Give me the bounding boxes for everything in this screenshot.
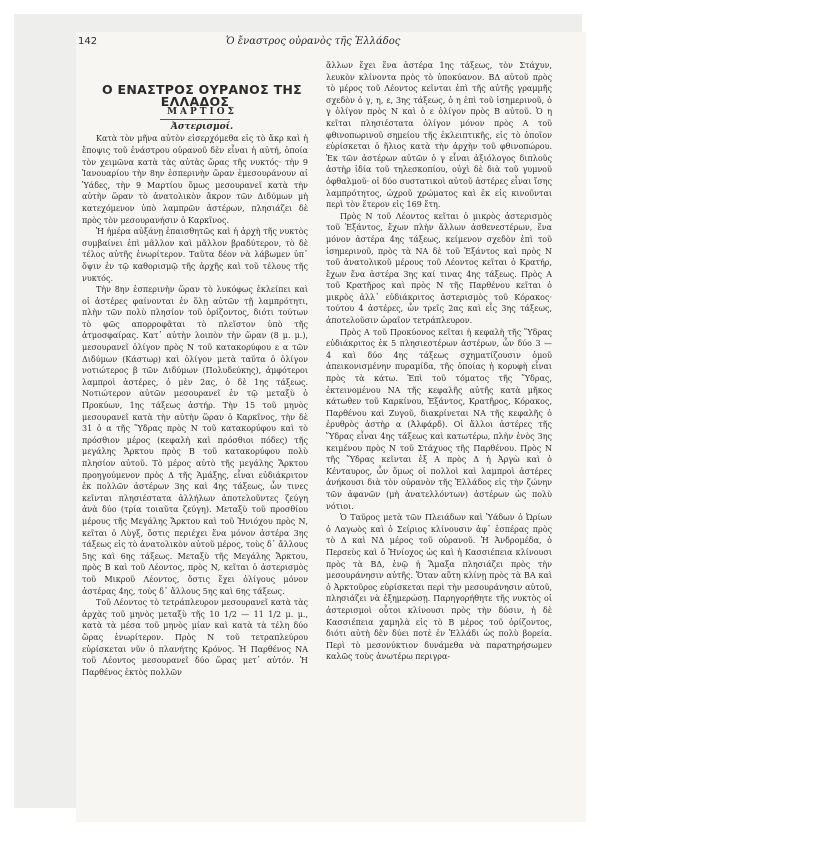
paragraph: Πρὸς Α τοῦ Προκύονος κεῖται ἡ κεφαλὴ τῆς Ὕδρας εὐδιάκριτος ἐκ 5 πλησιεστέρων ἀστέρων, ὧν δύο 3 — 4 καὶ δύο 4ης τάξεως σχηματίζουσιν ὁμοῦ ἀπεικονισμένην πυραμίδα, τῆς ὁποίας ἡ κορυφὴ εἶναι πρὸς τὰ κάτω. Ἐπὶ τοῦ τόματος τῆς Ὕδρας, ἐκτεινομένου ΝΑ τῆς κεφαλῆς αὐτῆς κατὰ μῆκος κάτωθεν τοῦ Καρκίνου, Ἑξάντος, Κρατῆρος, Κόρακος, Παρθένου καὶ Ζυγοῦ, διακρίνεται ΝΑ τῆς κεφαλῆς ὁ ἐρυθρὸς ἀστὴρ α (Ἀλφάρδ). Οἱ ἄλλοι ἀστέρες τῆς Ὕδρας εἶναι 4ης τάξεως καὶ κατωτέρω, πλὴν ἑνὸς 3ης κειμένου πρὸς Ν τοῦ Στάχυος τῆς Παρθένου. Πρὸς Ν τῆς Ὕδρας κεῖνται ἐξ Α πρὸς Δ ἡ Ἀργὼ καὶ ὁ Κένταυρος, ὧν ὅμως οἱ πολλοὶ καὶ λαμπροὶ ἀστέρες ἀνήκουσι διὰ τὸν οὐρανὸν τῆς Ἑλλάδος εἰς τὴν ζώνην τῶν ἀφανῶν (μὴ ἀνατελλόντων) ἀστέρων ὡς πολὺ νότιοι. — [326, 327, 552, 511]
paragraph: Ἡ ἡμέρα αὐξάνῃ ἐπαισθητῶς καὶ ἡ ἀρχὴ τῆς νυκτὸς συμβαίνει ἐπὶ μᾶλλον καὶ μᾶλλον βραδύτερον, τὸ δὲ τέλος αὐτῆς ἐνωρίτερον. Ταῦτα δέον νὰ λάβωμεν ὑπ᾽ ὄψιν ἐν τῷ καθορισμῷ τῆς ἀρχῆς καὶ τοῦ τέλους τῆς νυκτός. — [82, 227, 308, 283]
right-column — [326, 60, 552, 663]
book-page — [76, 32, 586, 822]
scanned-sheet — [14, 14, 582, 808]
section-heading: Ἀστερισμοί. — [170, 121, 234, 132]
paragraph: Τὴν 8ην ἑσπερινὴν ὥραν τὸ λυκόφως ἐκλείπει καὶ οἱ ἀστέρες φαίνονται ἐν ὅλῃ αὐτῶν τῇ λαμπρότητι, πλὴν τῶν πολὺ πλησίον τοῦ ὁρίζοντος, διότι τούτων τὸ φῶς απορροφᾶται τὸ πλεῖστον ὑπὸ τῆς ἀτμοσφαίρας. Κατ᾽ αὐτὴν λοιπὸν τὴν ὥραν (8 μ. μ.), μεσουρανεῖ ὀλίγον πρὸς Ν τοῦ κατακορύφου ε α τῶν Διδύμων (Κάστωρ) καὶ ὀλίγον μετὰ ταῦτα ὁ ὀλίγον νοτιώτερος β τῶν Διδύμων (Πολυδεύκης), ἀμφότεροι λαμπροὶ ἀστέρες, ὁ μὲν 2ας, ὁ δὲ 1ης τάξεως. Νοτιώτερον αὐτῶν μεσουρανεῖ ἐν τῷ μεταξὺ ὁ Προκύων, 1ης τάξεως ἀστήρ. Τὴν 15 τοῦ μηνὸς μεσουρανεῖ κατὰ τὴν αὐτὴν ὥραν ὁ Καρκῖνος, τὴν δὲ 31 ὁ α τῆς Ὕδρας πρὸς Ν τοῦ κατακορύφου καὶ τὸ πρόσθιον μέρος (κεφαλὴ καὶ πρόσθιοι πόδες) τῆς μεγάλης Ἄρκτου πρὸς Β τοῦ κατακορύφου πολὺ πλησίον αὐτοῦ. Τὸ μέρος αὐτὸ τῆς μεγάλης Ἄρκτου προηγούμενον πρὸς Δ τῆς Ἁμάξης, εἶναι εὐδιάκριτον ἐκ πολλῶν ἀστέρων 3ης καὶ 4ης τάξεως, ὧν τινες κεῖνται πλησιέστατα ἀλλήλων ἀποτελοῦντες ζεύγη ἀνὰ δύο (τρία τοιαῦτα ζεύγη). Μεταξὺ τοῦ προσθίου μέρους τῆς Μεγάλης Ἄρκτου καὶ τοῦ Ἡνιόχου πρὸς Ν, κεῖται ὁ Λὺγξ, ὅστις περιέχει ἕνα μόνον ἀστέρα 3ης τάξεως εἰς τὸ ἀνατολικὸν αὐτοῦ μέρος, τοὺς δ᾽ ἄλλους 5ης καὶ 6ης τάξεως. Μεταξὺ τῆς Μεγάλης Ἄρκτου, πρὸς Β καὶ τοῦ Λέοντος, πρὸς Ν, κεῖται ὁ ἀστερισμὸς τοῦ Μικροῦ Λέοντος, ὅστις ἔχει ὀλίγους μόνον ἀστέρας 4ης, τοὺς δ᾽ ἄλλους 5ης καὶ 6ης τάξεως. — [82, 285, 308, 596]
article-title: Ο ΕΝΑΣΤΡΟΣ ΟΥΡΑΝΟΣ ΤΗΣ ΕΛΛΑΔΟΣ — [101, 82, 302, 109]
page-number: 142 — [78, 36, 98, 47]
paragraph: Πρὸς Ν τοῦ Λέοντος κεῖται ὁ μικρὸς ἀστερισμὸς τοῦ Ἑξάντος, ἔχων πλὴν ἄλλων ἀσθενεστέρων, ἕνα μόνον ἀστέρα 4ης τάξεως, κείμενον σχεδὸν ἐπὶ τοῦ ἰσημερινοῦ, πρὸς τὰ ΝΑ δὲ τοῦ Ἑξάντος καὶ πρὸς Ν τοῦ ἀνατολικοῦ μέρους τοῦ Λέοντος κεῖται ὁ Κρατήρ, ἔχων ἕνα ἀστέρα 3ης καί τινας 4ης τάξεως. Πρὸς Α τοῦ Κρατῆρος καὶ πρὸς Ν τῆς Παρθένου κεῖται ὁ μικρὸς ἀλλ᾽ εὐδιάκριτος ἀστερισμὸς τοῦ Κόρακος· τούτου 4 ἀστέρες, ὧν τρεῖς 2ας καὶ εἷς 3ης τάξεως, ἀποτελοῦσιν ὡραῖον τετράπλευρον. — [326, 211, 552, 326]
paragraph: Κατὰ τὸν μῆνα αὐτὸν εἰσερχόμεθα εἰς τὸ ἄκρ καὶ ἡ ἔποψις τοῦ ἐνάστρου οὐρανοῦ δὲν εἶναι ἡ αὐτή, ὁποία τὸν χειμῶνα κατὰ τὰς αὐτὰς ὥρας τῆς νυκτός· τὴν 9 Ἰανουαρίου τὴν 8ην ἑσπερινὴν ὥραν ἐμεσουράνουν αἱ Ὑάδες, τὴν 9 Μαρτίου ὅμως μεσουρανεῖ κατὰ τὴν αὐτὴν ὥραν τὸ ἀνατολικὸν ἄκρον τῶν Διδύμων μὴ κατεχόμενον ὑπὸ λαμπρῶν ἀστέρων, πλησιάζει δὲ πρὸς τὸν μεσουρανήσιν ὁ Καρκῖνος. — [82, 134, 308, 225]
paragraph: Τοῦ Λέοντος τὸ τετράπλευρον μεσουρανεῖ κατὰ τὰς ἀρχὰς τοῦ μηνὸς μεταξὺ τῆς 10 1/2 — 11 1/2 μ. μ., κατὰ τὰ μέσα τοῦ μηνὸς μίαν καὶ κατὰ τὰ τέλη δύο ὥρας ἐνωρίτερον. Πρὸς Ν τοῦ τετραπλεύρου εὑρίσκεται νῦν ὁ πλανήτης Κρόνος. Ἡ Παρθένος ΝΑ τοῦ Λέοντος μεσουρανεῖ δύο ὥρας μετ᾽ αὐτόν. Ἡ Παρθένος ἐκτὸς πολλῶν — [82, 598, 308, 677]
paragraph: Ὁ Ταῦρος μετὰ τῶν Πλειάδων καὶ Ὑάδων ὁ Ὠρίων ὁ Λαγωὸς καὶ ὁ Σείριος κλίνουσιν ἀφ᾽ ἑσπέρας πρὸς τὸ Δ καὶ ΝΔ μέρος τοῦ οὐρανοῦ. Ἡ Ἀνδρομέδα, ὁ Περσεὺς καὶ ὁ Ἡνίοχος ὡς καὶ ἡ Κασσιέπεια κλίνουσι πρὸς τὰ ΒΔ, ἐνῷ ἡ Ἅμαξα πλησιάζει πρὸς τὴν μεσουράνησιν αὐτῆς. Ὅταν αὕτη κλίνῃ πρὸς τὰ ΒΑ καὶ ὁ Ἀρκτοῦρος εὑρίσκεται περὶ τὴν μεσουράνησιν αὐτοῦ, πλησιάζει νὰ ἐξημερώσῃ. Παρηγορήθητε τῆς νυκτὸς οἱ ἀστερισμοὶ οὗτοι κλίνουσι πρὸς τὴν δύσιν, ἡ δὲ Κασσιέπεια χαμηλὰ εἰς τὸ Β μέρος τοῦ ὁρίζοντος, διότι αὐτὴ δὲν δύει ποτὲ ἐν Ἑλλάδι ὡς πολὺ βορεία. Περὶ τὸ μεσονύκτιον δυνάμεθα νὰ παρατηρήσωμεν καλῶς τοὺς ἀνωτέρω περιγρα- — [326, 513, 552, 662]
heading-rule — [160, 119, 230, 120]
running-head — [76, 34, 586, 50]
month-heading: ΜΑΡΤΙΟΣ — [167, 107, 237, 118]
running-title: Ὁ ἔναστρος οὐρανὸς τῆς Ἑλλάδος — [226, 36, 401, 47]
paragraph: ἄλλων ἔχει ἕνα ἀστέρα 1ης τάξεως, τὸν Στάχυν, λευκὸν κλίνοντα πρὸς τὸ ὑποκύανον. ΒΔ αὐτοῦ πρὸς τὸ μέρος τοῦ Λέοντος κεῖνται ἐπὶ τῆς αὐτῆς γραμμῆς σχεδὸν ὁ γ, η, ε, 3ης τάξεως, ὁ η ἐπὶ τοῦ ἰσημερινοῦ, ὁ γ ὀλίγον πρὸς Ν καὶ ὁ ε ὀλίγον πρὸς Β αὐτοῦ. Ὁ η κεῖται πλησιέστατα ὀλίγον μόνον πρὸς Α τοῦ φθινοπωρινοῦ σημείου τῆς ἐκλειπτικῆς, εἰς τὸ ὁποῖον εὑρίσκεται ὁ ἥλιος κατὰ τὴν ἀρχὴν τοῦ φθινοπώρου. Ἐκ τῶν ἀστέρων αὐτῶν ὁ γ εἶναι ἀξιόλογος διπλοῦς ἀστὴρ ἰδία τοῦ τηλεσκοπίου, οὐχὶ δὲ διὰ τοῦ γυμνοῦ ὀφθαλμοῦ· οἱ δύο συστατικοὶ αὐτοῦ ἀστέρες εἶναι ἴσης λαμπρότητος, ὠχροῦ χρώματος καὶ ἐκ εἰς κινοῦνται περὶ τὸν ἕτερον εἰς 169 ἔτη. — [326, 61, 552, 210]
left-column — [82, 84, 308, 678]
